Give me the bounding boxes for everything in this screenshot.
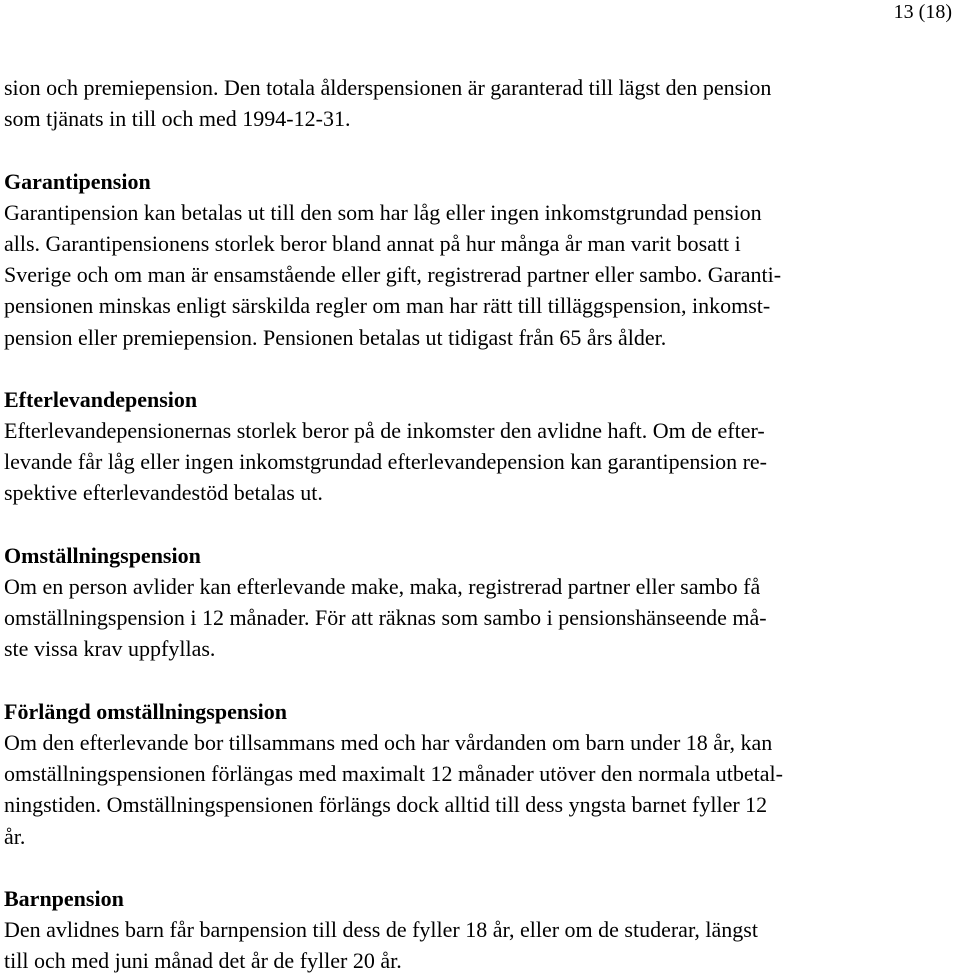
section-efterlevandepension xyxy=(4,384,956,509)
paragraph-line: spektive efterlevandestöd betalas ut. xyxy=(4,480,323,506)
paragraph-line: omställningspension i 12 månader. För att räknas som sambo i pensionshänseende må- xyxy=(4,605,767,631)
paragraph-line: Om den efterlevande bor tillsammans med och har vårdanden om barn under 18 år, kan xyxy=(4,729,773,755)
paragraph-line: Den avlidnes barn får barnpension till dess de fyller 18 år, eller om de studerar, längst xyxy=(4,917,758,943)
section-heading: Garantipension xyxy=(4,168,151,194)
intro-paragraph xyxy=(4,72,956,134)
paragraph-line: Garantipension kan betalas ut till den som har låg eller ingen inkomstgrundad pension xyxy=(4,199,762,225)
paragraph-line: Efterlevandepensionernas storlek beror på de inkomster den avlidne haft. Om de efter- xyxy=(4,418,765,444)
paragraph-line: sion och premiepension. Den totala ålderspensionen är garanterad till lägst den pension xyxy=(4,75,772,100)
paragraph-line: ste vissa krav uppfyllas. xyxy=(4,636,216,662)
paragraph-line: Om en person avlider kan efterlevande make, maka, registrerad partner eller sambo få xyxy=(4,574,761,599)
paragraph-line: ningstiden. Omställningspensionen förlängs dock alltid till dess yngsta barnet fyller 12 xyxy=(4,792,768,818)
document-body xyxy=(4,72,956,976)
section-forlangd-omstallningspension xyxy=(4,696,956,852)
section-barnpension xyxy=(4,883,956,977)
section-omstallningspension xyxy=(4,540,956,665)
paragraph-line: pensionen minskas enligt särskilda regler om man har rätt till tilläggspension, inkomst- xyxy=(4,293,771,319)
paragraph-line: Sverige och om man är ensamstående eller gift, registrerad partner eller sambo. Garanti- xyxy=(4,262,782,288)
paragraph-line: pension eller premiepension. Pensionen betalas ut tidigast från 65 års ålder. xyxy=(4,324,667,350)
section-heading: Omställningspension xyxy=(4,542,201,568)
section-heading: Efterlevandepension xyxy=(4,386,198,412)
page-number: 13 (18) xyxy=(893,1,952,23)
section-heading: Förlängd omställningspension xyxy=(4,698,288,724)
paragraph-line: omställningspensionen förlängas med maximalt 12 månader utöver den normala utbetal- xyxy=(4,761,783,787)
section-garantipension xyxy=(4,166,956,353)
paragraph-line: levande får låg eller ingen inkomstgrundad efterlevandepension kan garantipension re- xyxy=(4,449,767,475)
paragraph-line: som tjänats in till och med 1994-12-31. xyxy=(4,106,351,132)
paragraph-line: år. xyxy=(4,823,26,849)
paragraph-line: alls. Garantipensionens storlek beror bland annat på hur många år man varit bosatt i xyxy=(4,230,741,256)
section-heading: Barnpension xyxy=(4,885,124,911)
paragraph-line: till och med juni månad det år de fyller 20 år. xyxy=(4,948,402,974)
